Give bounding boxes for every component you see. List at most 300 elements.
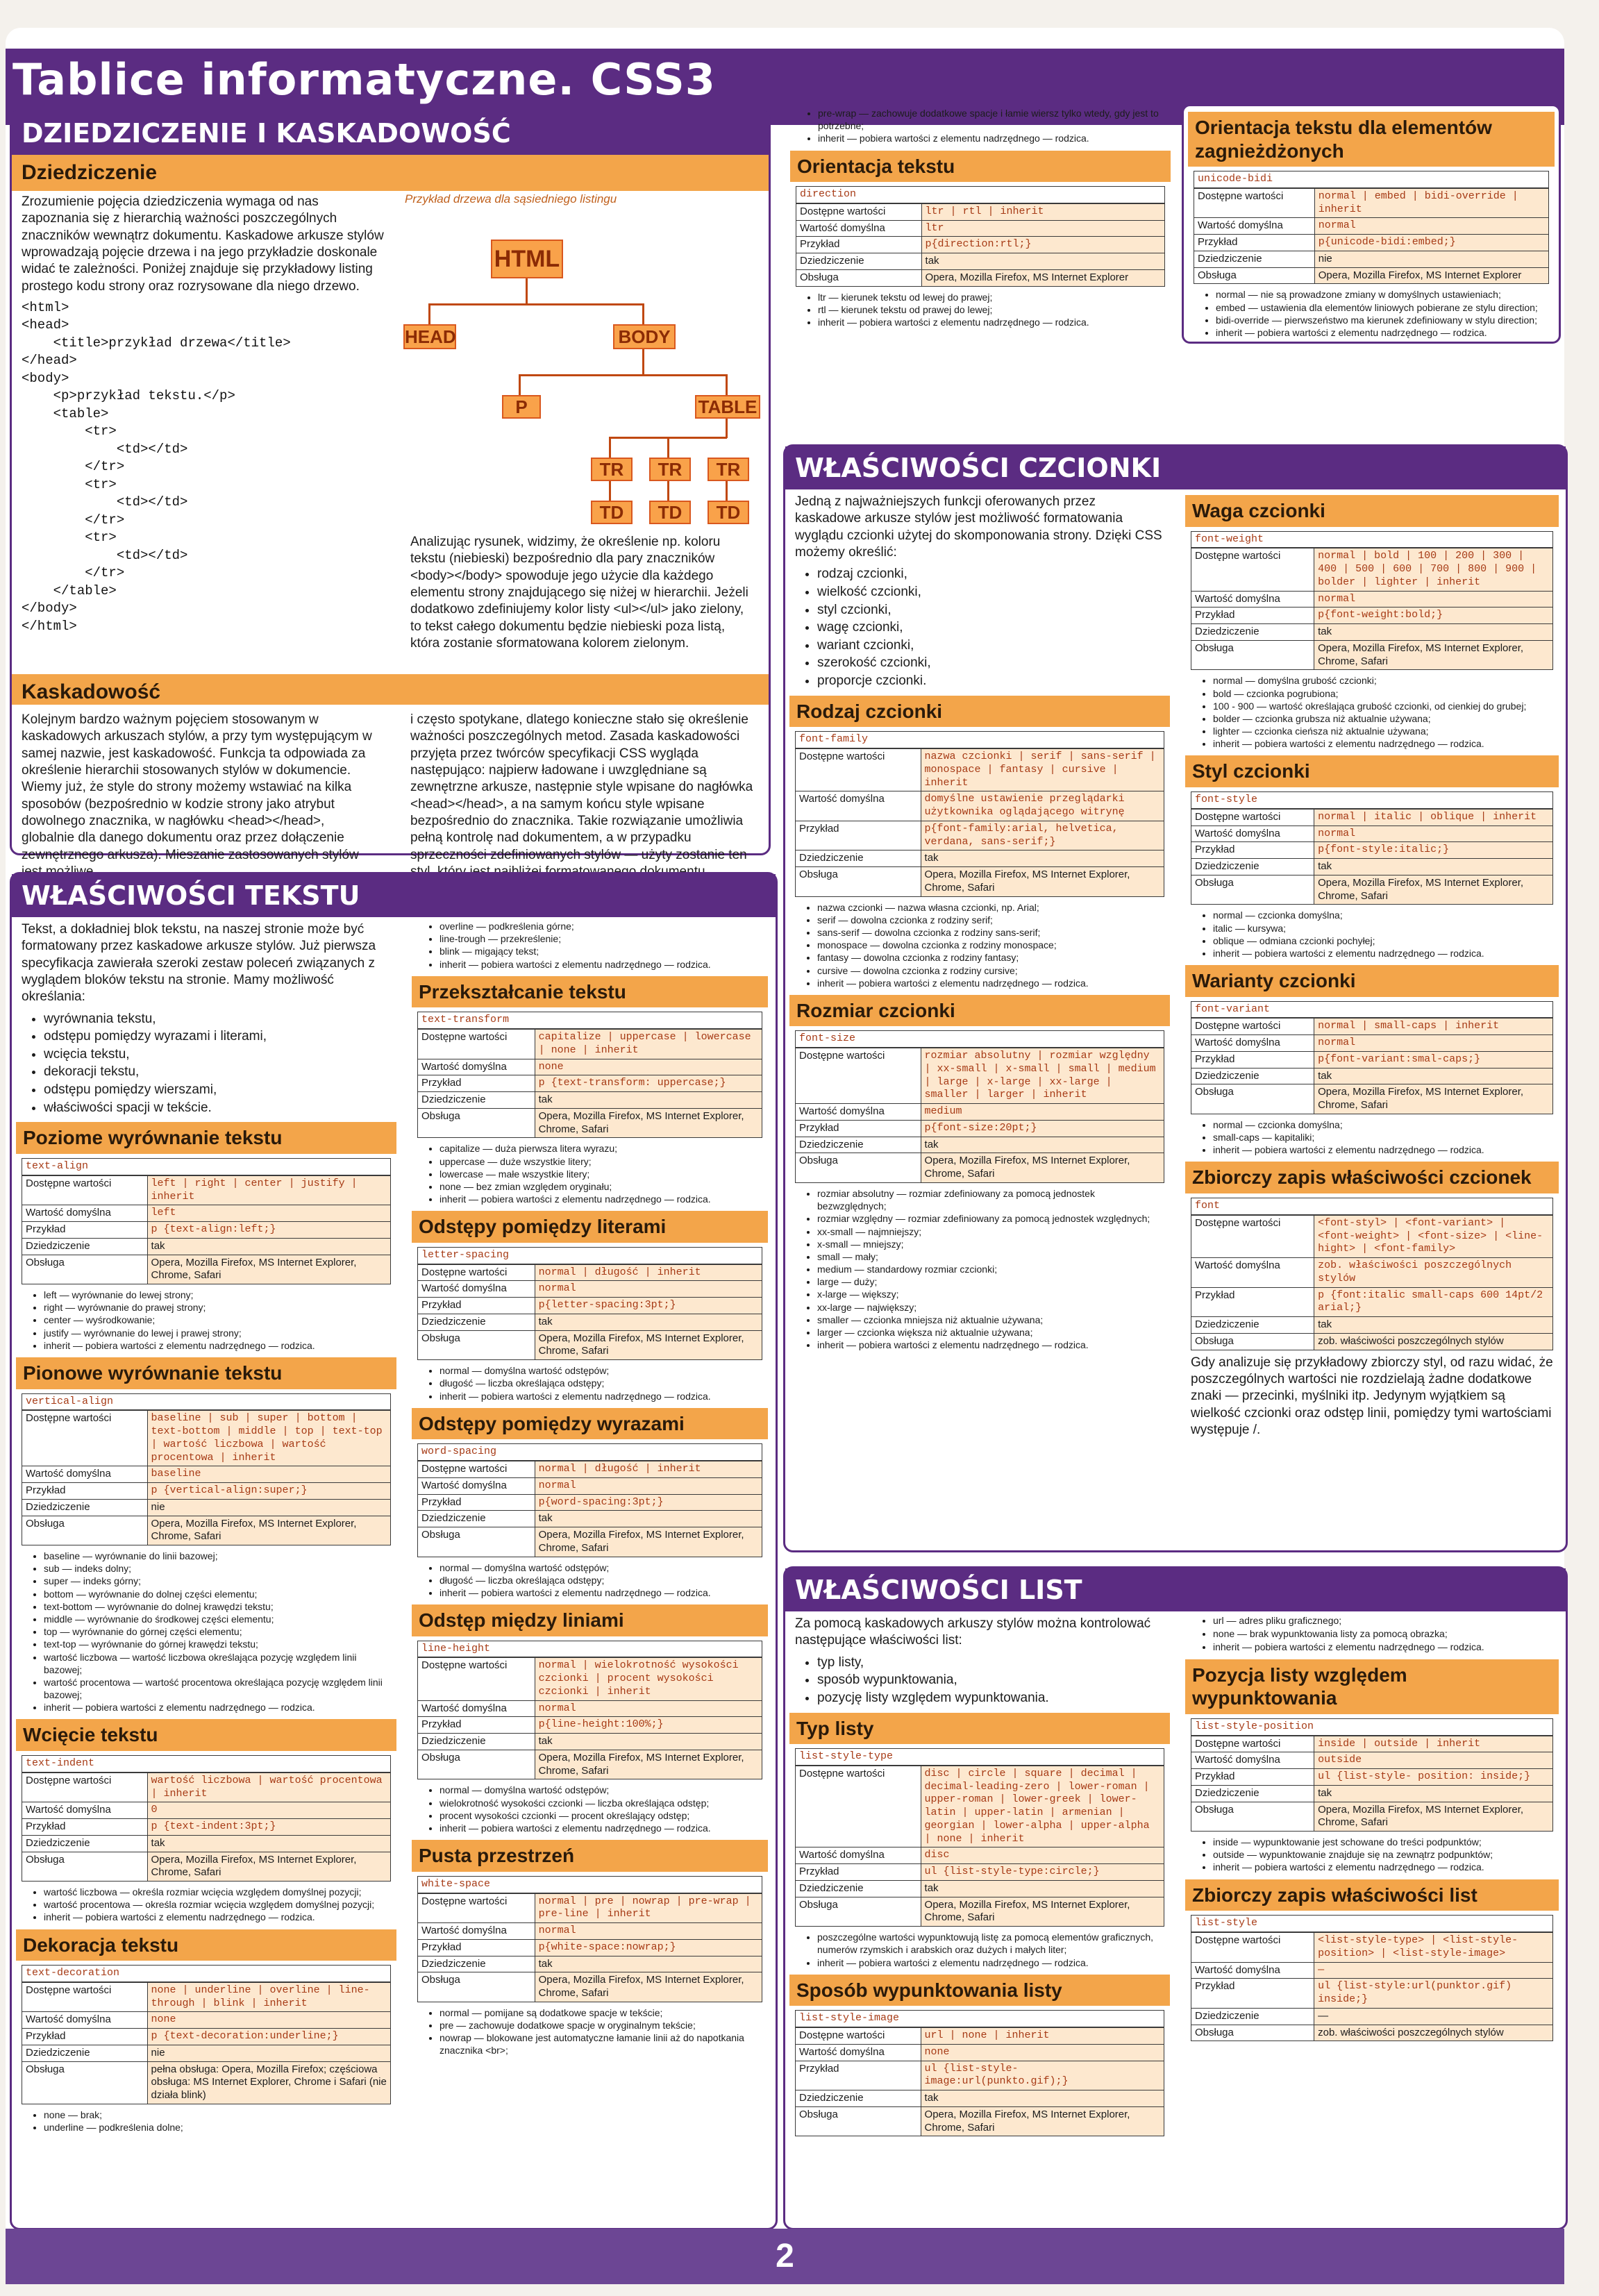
prop-notes	[1213, 1118, 1553, 1157]
prop-table	[22, 1965, 391, 2104]
prop-name: white-space	[418, 1876, 762, 1893]
note-item: • text-bottom — wyrównanie do dolnej krawędzi tekstu;	[44, 1600, 391, 1613]
table-row	[418, 1029, 762, 1059]
note-item: • bottom — wyrównanie do dolnej części elementu;	[44, 1588, 391, 1600]
list-props-list	[817, 1654, 1164, 1707]
ws-extra-block	[786, 107, 1175, 145]
list-item: • odstępu pomiędzy wyrazami i literami,	[44, 1028, 391, 1046]
row-label: Przykład	[1191, 1287, 1314, 1317]
row-label: Przykład	[796, 237, 922, 253]
table-row	[22, 1982, 391, 2012]
row-value: Opera, Mozilla Firefox, MS Internet Explorer, Chrome, Safari	[147, 1852, 390, 1882]
table-row	[796, 203, 1165, 220]
note-item: • sub — indeks dolny;	[44, 1562, 391, 1575]
font-style-block	[1181, 755, 1563, 960]
prop-table	[417, 1443, 762, 1557]
note-item: • middle — wyrównanie do środkowej części elementu;	[44, 1613, 391, 1625]
row-label: Przykład	[796, 1864, 921, 1881]
note-item: • large — duży;	[817, 1275, 1164, 1288]
note-item: • xx-large — największy;	[817, 1301, 1164, 1314]
row-value: —	[1314, 1962, 1553, 1979]
row-value: normal	[1314, 826, 1553, 842]
row-label: Przykład	[22, 1819, 148, 1836]
row-value: Opera, Mozilla Firefox, MS Internet Explorer, Chrome, Safari	[535, 1330, 762, 1360]
row-label: Obsługa	[796, 269, 922, 286]
table-row	[1191, 1317, 1553, 1334]
note-item: • xx-small — najmniejszy;	[817, 1225, 1164, 1238]
note-item: • normal — domyślna wartość odstępów;	[439, 1364, 762, 1377]
table-row	[418, 1059, 762, 1075]
row-label: Przykład	[1191, 1051, 1314, 1068]
word-spacing-block	[408, 1408, 772, 1599]
row-value: Opera, Mozilla Firefox, MS Internet Explorer, Chrome, Safari	[921, 867, 1164, 897]
row-value: tak	[921, 2090, 1164, 2107]
row-value: tak	[535, 1511, 762, 1527]
table-row	[22, 1802, 391, 1819]
row-value: ltr	[921, 220, 1164, 237]
row-label: Przykład	[796, 1120, 921, 1137]
list-style-type-block	[785, 1713, 1174, 1969]
row-value: normal | długość | inherit	[535, 1264, 762, 1281]
note-item: • inherit — pobiera wartości z elementu nadrzędnego — rodzica.	[439, 1193, 762, 1205]
table-row	[418, 1893, 762, 1923]
list-style-image-block	[785, 1975, 1174, 2137]
table-row	[418, 1717, 762, 1734]
note-item: • url — adres pliku graficznego;	[1213, 1614, 1553, 1627]
table-row	[1194, 251, 1549, 267]
font-props-list	[817, 565, 1164, 689]
row-label: Dostępne wartości	[1194, 188, 1315, 218]
note-item: • długość — liczba określająca odstępy;	[439, 1377, 762, 1389]
prop-table	[1191, 1198, 1553, 1350]
row-label: Dziedziczenie	[1194, 251, 1315, 267]
row-value: —	[1314, 2008, 1553, 2025]
prop-title: Odstępy pomiędzy wyrazami	[412, 1408, 768, 1440]
note-item: • right — wyrównanie do prawej strony;	[44, 1301, 391, 1314]
table-row	[418, 1477, 762, 1494]
row-label: Dziedziczenie	[796, 253, 922, 270]
note-item: • bold — czcionka pogrubiona;	[1213, 687, 1553, 700]
row-value: normal | italic | oblique | inherit	[1314, 809, 1553, 826]
row-value: ul {list-style:url(punktor.gif) inside;}	[1314, 1979, 1553, 2009]
table-row	[1191, 859, 1553, 875]
row-value: tak	[921, 850, 1164, 867]
prop-notes	[44, 1289, 391, 1352]
row-label: Wartość domyślna	[1194, 218, 1315, 235]
prop-name: word-spacing	[418, 1444, 762, 1461]
tree-node-tr: TR	[708, 458, 749, 481]
row-label: Przykład	[22, 1483, 148, 1500]
row-label: Dostępne wartości	[22, 1410, 148, 1466]
row-value: Opera, Mozilla Firefox, MS Internet Explorer, Chrome, Safari	[1314, 1802, 1553, 1832]
note-item: • small — mały;	[817, 1250, 1164, 1263]
note-item: • normal — nie są prowadzone zmiany w domyślnych ustawieniach;	[1216, 288, 1549, 301]
note-item: • capitalize — duża pierwsza litera wyrazu;	[439, 1142, 762, 1155]
note-item: • inherit — pobiera wartości z elementu nadrzędnego — rodzica.	[1213, 1861, 1553, 1873]
note-item: • justify — wyrównanie do lewej i prawej strony;	[44, 1327, 391, 1339]
row-label: Obsługa	[22, 1255, 148, 1284]
tree-node-td: TD	[649, 501, 691, 524]
row-value: p{word-spacing:3pt;}	[535, 1494, 762, 1511]
note-item: • overline — podkreślenia górne;	[439, 920, 762, 932]
list-style-block	[1181, 1879, 1563, 2042]
row-label: Przykład	[22, 1222, 148, 1239]
row-value: baseline	[147, 1466, 390, 1483]
row-value: tak	[147, 1835, 390, 1852]
note-item: • embed — ustawienia dla elementów liniowych pobierane ze stylu direction;	[1216, 301, 1549, 314]
row-label: Wartość domyślna	[418, 1059, 535, 1075]
row-value: ul {list-style-type:circle;}	[921, 1864, 1164, 1881]
table-row	[418, 1750, 762, 1779]
note-item: • none — brak wypunktowania listy za pomocą obrazka;	[1213, 1627, 1553, 1641]
prop-notes	[817, 1187, 1164, 1351]
prop-table	[1191, 531, 1553, 671]
list-item: • dekoracji tekstu,	[44, 1063, 391, 1081]
list-item: • wyrównania tekstu,	[44, 1010, 391, 1028]
table-row	[418, 1330, 762, 1360]
note-item: • underline — podkreślenia dolne;	[44, 2121, 391, 2134]
row-label: Obsługa	[418, 1750, 535, 1779]
note-item: • super — indeks górny;	[44, 1575, 391, 1587]
note-item: • inherit — pobiera wartości z elementu nadrzędnego — rodzica.	[44, 1339, 391, 1352]
row-label: Obsługa	[796, 867, 921, 897]
prop-table	[796, 186, 1165, 287]
prop-table	[22, 1393, 391, 1546]
prop-name: font-weight	[1191, 531, 1553, 548]
note-item: • top — wyrównanie do górnej części elementu;	[44, 1625, 391, 1638]
row-value: Opera, Mozilla Firefox, MS Internet Explorer, Chrome, Safari	[921, 2106, 1164, 2136]
row-label: Dziedziczenie	[418, 1092, 535, 1109]
note-item: • italic — kursywa;	[1213, 922, 1553, 935]
white-space-block	[408, 1840, 772, 2056]
list-item: • typ listy,	[817, 1654, 1164, 1672]
row-label: Przykład	[796, 821, 921, 850]
text-props-intro: Tekst, a dokładniej blok tekstu, na naszej stronie może być formatowany przez kaskadowe arkusze stylów. Już pierwsza specyfikacja zawierała szeroki zestaw poleceń związanych z wyglądem bloków tekstu na stronie. Mamy możliwość określania:	[22, 922, 376, 1005]
row-label: Wartość domyślna	[1191, 1035, 1314, 1052]
note-item: • line-trough — przekreślenie;	[439, 932, 762, 945]
row-value: tak	[147, 1238, 390, 1255]
note-item: • normal — domyślna wartość odstępów;	[439, 1561, 762, 1574]
table-row	[22, 2061, 391, 2104]
row-label: Dostępne wartości	[418, 1029, 535, 1059]
prop-name: list-style	[1191, 1916, 1553, 1932]
list-style-image-block	[1181, 1614, 1563, 1654]
row-label: Obsługa	[796, 2106, 921, 2136]
prop-title: Rozmiar czcionki	[789, 995, 1170, 1027]
tree-node-html: HTML	[491, 240, 563, 278]
table-row	[22, 2012, 391, 2029]
row-value: ltr | rtl | inherit	[921, 203, 1164, 220]
row-value: p{font-size:20pt;}	[921, 1120, 1164, 1137]
table-row	[1194, 188, 1549, 218]
prop-name: text-align	[22, 1159, 391, 1175]
page-number: 2	[776, 2238, 794, 2274]
table-row	[22, 1852, 391, 1882]
prop-notes	[439, 1364, 762, 1402]
row-value: url | none | inherit	[921, 2027, 1164, 2044]
tree-node-tr: TR	[591, 458, 633, 481]
prop-table	[1191, 791, 1553, 905]
row-value: tak	[535, 1956, 762, 1972]
table-row	[1191, 591, 1553, 607]
table-row	[796, 2027, 1164, 2044]
row-label: Dziedziczenie	[22, 1835, 148, 1852]
note-item: • text-top — wyrównanie do górnej krawędzi tekstu;	[44, 1638, 391, 1650]
font-weight-block	[1181, 495, 1563, 750]
row-value: tak	[921, 1137, 1164, 1153]
row-value: medium	[921, 1104, 1164, 1121]
row-label: Obsługa	[796, 1897, 921, 1927]
table-row	[418, 1461, 762, 1477]
row-label: Dostępne wartości	[1191, 548, 1314, 591]
row-label: Dostępne wartości	[1191, 1215, 1314, 1258]
note-item: • inherit — pobiera wartości z elementu nadrzędnego — rodzica.	[439, 1586, 762, 1599]
prop-notes	[818, 291, 1165, 329]
prop-notes	[1213, 674, 1553, 750]
row-value: none	[147, 2012, 390, 2029]
row-value: tak	[1314, 859, 1553, 875]
table-row	[1191, 1018, 1553, 1034]
row-value: tak	[1314, 1068, 1553, 1084]
list-item: • wariant czcionki,	[817, 637, 1164, 655]
cascade-subheading: Kaskadowość	[12, 674, 769, 705]
row-value: tak	[921, 1880, 1164, 1897]
prop-table	[1194, 171, 1549, 284]
list-props-heading: WŁAŚCIWOŚCI LIST	[785, 1568, 1566, 1611]
row-label: Przykład	[1191, 607, 1314, 624]
prop-notes	[1213, 909, 1553, 960]
row-value: Opera, Mozilla Firefox, MS Internet Explorer, Chrome, Safari	[921, 1897, 1164, 1927]
direction-block	[786, 151, 1175, 329]
unicode-bidi-block	[1184, 112, 1559, 339]
row-label: Wartość domyślna	[418, 1923, 535, 1940]
table-row	[1194, 235, 1549, 251]
note-item: • inherit — pobiera wartości z elementu nadrzędnego — rodzica.	[439, 1822, 762, 1834]
row-label: Dziedziczenie	[796, 1137, 921, 1153]
table-row	[1191, 1962, 1553, 1979]
table-row	[796, 237, 1165, 253]
note-item: • x-large — większy;	[817, 1288, 1164, 1300]
note-item: • fantasy — dowolna czcionka z rodziny fantasy;	[817, 951, 1164, 964]
html-listing: <html> <head> <title>przykład drzewa</title> </head> <body> <p>przykład tekstu.</p> <table> <tr> <td></td> </tr> <tr> <td></td> </tr> <tr> <td></td> </tr> </table> </body> </html>	[22, 299, 291, 634]
row-value: pełna obsługa: Opera, Mozilla Firefox; częściowa obsługa: MS Internet Explorer, Chrome i Safari (nie działa blink)	[147, 2061, 390, 2104]
table-row	[1191, 607, 1553, 624]
row-label: Dostępne wartości	[22, 1982, 148, 2012]
row-label: Dziedziczenie	[1191, 2008, 1314, 2025]
text-props-section	[10, 872, 778, 2230]
table-row	[1191, 2025, 1553, 2041]
tree-node-p: P	[502, 395, 541, 419]
inheritance-intro: Zrozumienie pojęcia dziedziczenia wymaga od nas zapoznania się z hierarchią ważności poszczególnych znaczników wewnątrz dokumentu. Kaskadowe arkusze stylów wprowadzają pojęcie drzewa i na jego przykładzie doskonale widać te zależności. Poniżej znajduje się przykładowy listing prostego kodu strony oraz rozrysowane dla niego drzewo.	[22, 194, 384, 294]
table-row	[22, 1499, 391, 1516]
prop-table	[795, 2010, 1164, 2136]
row-value: Opera, Mozilla Firefox, MS Internet Explorer, Chrome, Safari	[147, 1516, 390, 1545]
row-value: tak	[535, 1734, 762, 1750]
row-label: Obsługa	[418, 1330, 535, 1360]
row-value: p{direction:rtl;}	[921, 237, 1164, 253]
table-row	[796, 748, 1164, 791]
prop-notes	[44, 1886, 391, 1924]
prop-name: font-family	[796, 732, 1164, 748]
table-row	[1191, 1287, 1553, 1317]
row-label: Dostępne wartości	[1191, 1018, 1314, 1034]
note-item: • normal — domyślna grubość czcionki;	[1213, 674, 1553, 687]
note-item: • blink — migający tekst;	[439, 945, 762, 957]
row-label: Dostępne wartości	[1191, 809, 1314, 826]
prop-notes	[44, 1550, 391, 1713]
list-item: • pozycję listy względem wypunktowania.	[817, 1689, 1164, 1707]
table-row	[1191, 1215, 1553, 1258]
table-row	[796, 1864, 1164, 1881]
note-item: • normal — domyślna wartość odstępów;	[439, 1784, 762, 1796]
table-row	[418, 1972, 762, 2002]
list-props-section	[783, 1566, 1568, 2230]
table-row	[1191, 1068, 1553, 1084]
row-value: p{white-space:nowrap;}	[535, 1939, 762, 1956]
table-row	[418, 1264, 762, 1281]
row-label: Dostępne wartości	[796, 1766, 921, 1847]
prop-table	[417, 1641, 762, 1780]
note-item: • inherit — pobiera wartości z elementu nadrzędnego — rodzica.	[817, 1956, 1164, 1969]
row-value: none	[921, 2044, 1164, 2061]
inheritance-section	[10, 110, 771, 862]
row-label: Wartość domyślna	[418, 1700, 535, 1717]
tree-node-tr: TR	[649, 458, 691, 481]
table-row	[796, 867, 1164, 897]
row-value: normal | bold | 100 | 200 | 300 | 400 | 500 | 600 | 700 | 800 | 900 | bolder | lighter | inherit	[1314, 548, 1553, 591]
row-value: Opera, Mozilla Firefox, MS Internet Explorer, Chrome, Safari	[147, 1255, 390, 1284]
table-row	[418, 1108, 762, 1138]
note-item: • none — bez zmian względem oryginału;	[439, 1180, 762, 1193]
row-label: Przykład	[418, 1298, 535, 1314]
table-row	[418, 1923, 762, 1940]
note-item: • długość — liczba określająca odstępy;	[439, 1574, 762, 1586]
table-row	[1191, 1051, 1553, 1068]
row-label: Obsługa	[1194, 267, 1315, 284]
row-value: nie	[147, 2045, 390, 2061]
tree-node-head: HEAD	[403, 324, 456, 349]
note-item: • pre — zachowuje dodatkowe spacje w oryginalnym tekście;	[439, 2019, 762, 2031]
prop-notes	[439, 920, 762, 971]
row-value: p {vertical-align:super;}	[147, 1483, 390, 1500]
prop-notes	[439, 1784, 762, 1834]
text-indent-block	[12, 1719, 401, 1923]
cascade-text-1: Kolejnym bardzo ważnym pojęciem stosowanym w kaskadowych arkuszach stylów, a przy tym występującym w samej nazwie, jest kaskadowość. Funkcja ta odpowiada za określenie hierarchii stosowanych stylów w dokumencie. Wiemy już, że style do strony możemy wstawiać na kilka sposobów (bezpośrednio w kodzie strony jako atrybut dowolnego znacznika, w nagłówku <head></head>, globalnie dla danego dokumentu oraz przez dołączenie zewnętrznego arkusza). Mieszanie zastosowanych stylów	[22, 712, 372, 862]
note-item: • bolder — czcionka grubsza niż aktualnie używana;	[1213, 712, 1553, 725]
row-label: Obsługa	[1191, 1333, 1314, 1350]
row-label: Wartość domyślna	[796, 791, 921, 821]
row-value: p {text-indent:3pt;}	[147, 1819, 390, 1836]
row-label: Dziedziczenie	[22, 2045, 148, 2061]
note-item: • inherit — pobiera wartości z elementu nadrzędnego — rodzica.	[439, 1390, 762, 1402]
row-label: Przykład	[418, 1075, 535, 1092]
list-item: • wcięcia tekstu,	[44, 1046, 391, 1064]
row-value: zob. właściwości poszczególnych stylów	[1314, 1333, 1553, 1350]
row-label: Dostępne wartości	[418, 1893, 535, 1923]
tree-node-td: TD	[708, 501, 749, 524]
note-item: • procent wysokości czcionki — procent określający odstęp;	[439, 1809, 762, 1822]
prop-name: direction	[796, 187, 1165, 203]
prop-after-text: Gdy analizuje się przykładowy zbiorczy styl, od razu widać, że poszczególnych wartości nie rozdzielają żadne dodatkowe znaki — przecinki, myślniki itp. Jedynym wyjątkiem są wielkość czcionki oraz odstęp linii, pomiędzy tymi wartościami występuje /.	[1191, 1355, 1553, 1437]
row-value: tak	[535, 1314, 762, 1330]
table-row	[796, 1847, 1164, 1864]
note-item: • nazwa czcionki — nazwa własna czcionki, np. Arial;	[817, 901, 1164, 914]
note-item: • pre-wrap — zachowuje dodatkowe spacje i łamie wiersz tylko wtedy, gdy jest to potrzebne;	[818, 107, 1165, 132]
table-row	[22, 1255, 391, 1284]
list-item: • wielkość czcionki,	[817, 583, 1164, 601]
prop-notes	[1213, 1614, 1553, 1654]
row-label: Wartość domyślna	[796, 220, 922, 237]
table-row	[1191, 826, 1553, 842]
prop-table	[417, 1876, 762, 2002]
note-item: • wartość liczbowa — określa rozmiar wcięcia względem domyślnej pozycji;	[44, 1886, 391, 1898]
note-item: • inherit — pobiera wartości z elementu nadrzędnego — rodzica.	[1213, 947, 1553, 960]
table-row	[1191, 1979, 1553, 2009]
row-value: tak	[535, 1092, 762, 1109]
prop-table	[795, 1748, 1164, 1927]
note-item: • inherit — pobiera wartości z elementu nadrzędnego — rodzica.	[1213, 1641, 1553, 1654]
row-value: p{font-family:arial, helvetica, verdana, sans-serif;}	[921, 821, 1164, 850]
list-item: • odstępu pomiędzy wierszami,	[44, 1081, 391, 1099]
prop-notes	[439, 2006, 762, 2057]
note-item: • inherit — pobiera wartości z elementu nadrzędnego — rodzica.	[818, 316, 1165, 328]
prop-table	[795, 1030, 1164, 1183]
note-item: • ltr — kierunek tekstu od lewej do prawej;	[818, 291, 1165, 303]
prop-title: Odstępy pomiędzy literami	[412, 1211, 768, 1243]
row-label: Obsługa	[22, 2061, 148, 2104]
line-height-block	[408, 1604, 772, 1834]
prop-notes	[818, 107, 1165, 145]
prop-notes	[817, 1931, 1164, 1969]
text-align-block	[12, 1122, 401, 1352]
table-row	[418, 1527, 762, 1557]
prop-notes	[1216, 288, 1549, 339]
note-item: • sans-serif — dowolna czcionka z rodziny sans-serif;	[817, 926, 1164, 939]
row-value: p{line-height:100%;}	[535, 1717, 762, 1734]
prop-name: list-style-position	[1191, 1718, 1553, 1735]
note-item: • left — wyrównanie do lewej strony;	[44, 1289, 391, 1301]
row-value: Opera, Mozilla Firefox, MS Internet Explorer	[1314, 267, 1548, 284]
table-row	[796, 2044, 1164, 2061]
note-item: • none — brak;	[44, 2109, 391, 2121]
table-row	[796, 1104, 1164, 1121]
prop-title: Dekoracja tekstu	[16, 1929, 396, 1961]
prop-notes	[1213, 1836, 1553, 1874]
row-label: Przykład	[418, 1494, 535, 1511]
note-item: • nowrap — blokowane jest automatyczne łamanie linii aż do napotkania znacznika <br>;	[439, 2031, 762, 2056]
row-value: Opera, Mozilla Firefox, MS Internet Explorer, Chrome, Safari	[921, 1153, 1164, 1183]
table-row	[1191, 2008, 1553, 2025]
note-item: • lighter — czcionka cieńsza niż aktualnie używana;	[1213, 725, 1553, 737]
prop-table	[1191, 1718, 1553, 1832]
tree-node-table: TABLE	[695, 395, 760, 419]
prop-notes	[44, 2109, 391, 2134]
row-value: p{font-variant:smal-caps;}	[1314, 1051, 1553, 1068]
row-label: Dostępne wartości	[22, 1773, 148, 1802]
row-label: Przykład	[22, 2029, 148, 2045]
row-value: nazwa czcionki | serif | sans-serif | monospace | fantasy | cursive | inherit	[921, 748, 1164, 791]
row-label: Przykład	[1191, 1769, 1314, 1786]
table-row	[1191, 624, 1553, 641]
prop-title: Pozycja listy względem wypunktowania	[1185, 1659, 1559, 1714]
row-label: Dostępne wartości	[796, 748, 921, 791]
row-label: Dostępne wartości	[796, 203, 922, 220]
note-item: • baseline — wyrównanie do linii bazowej;	[44, 1550, 391, 1562]
table-row	[1191, 1752, 1553, 1769]
row-label: Obsługa	[1191, 640, 1314, 670]
prop-name: vertical-align	[22, 1393, 391, 1410]
table-row	[796, 220, 1165, 237]
